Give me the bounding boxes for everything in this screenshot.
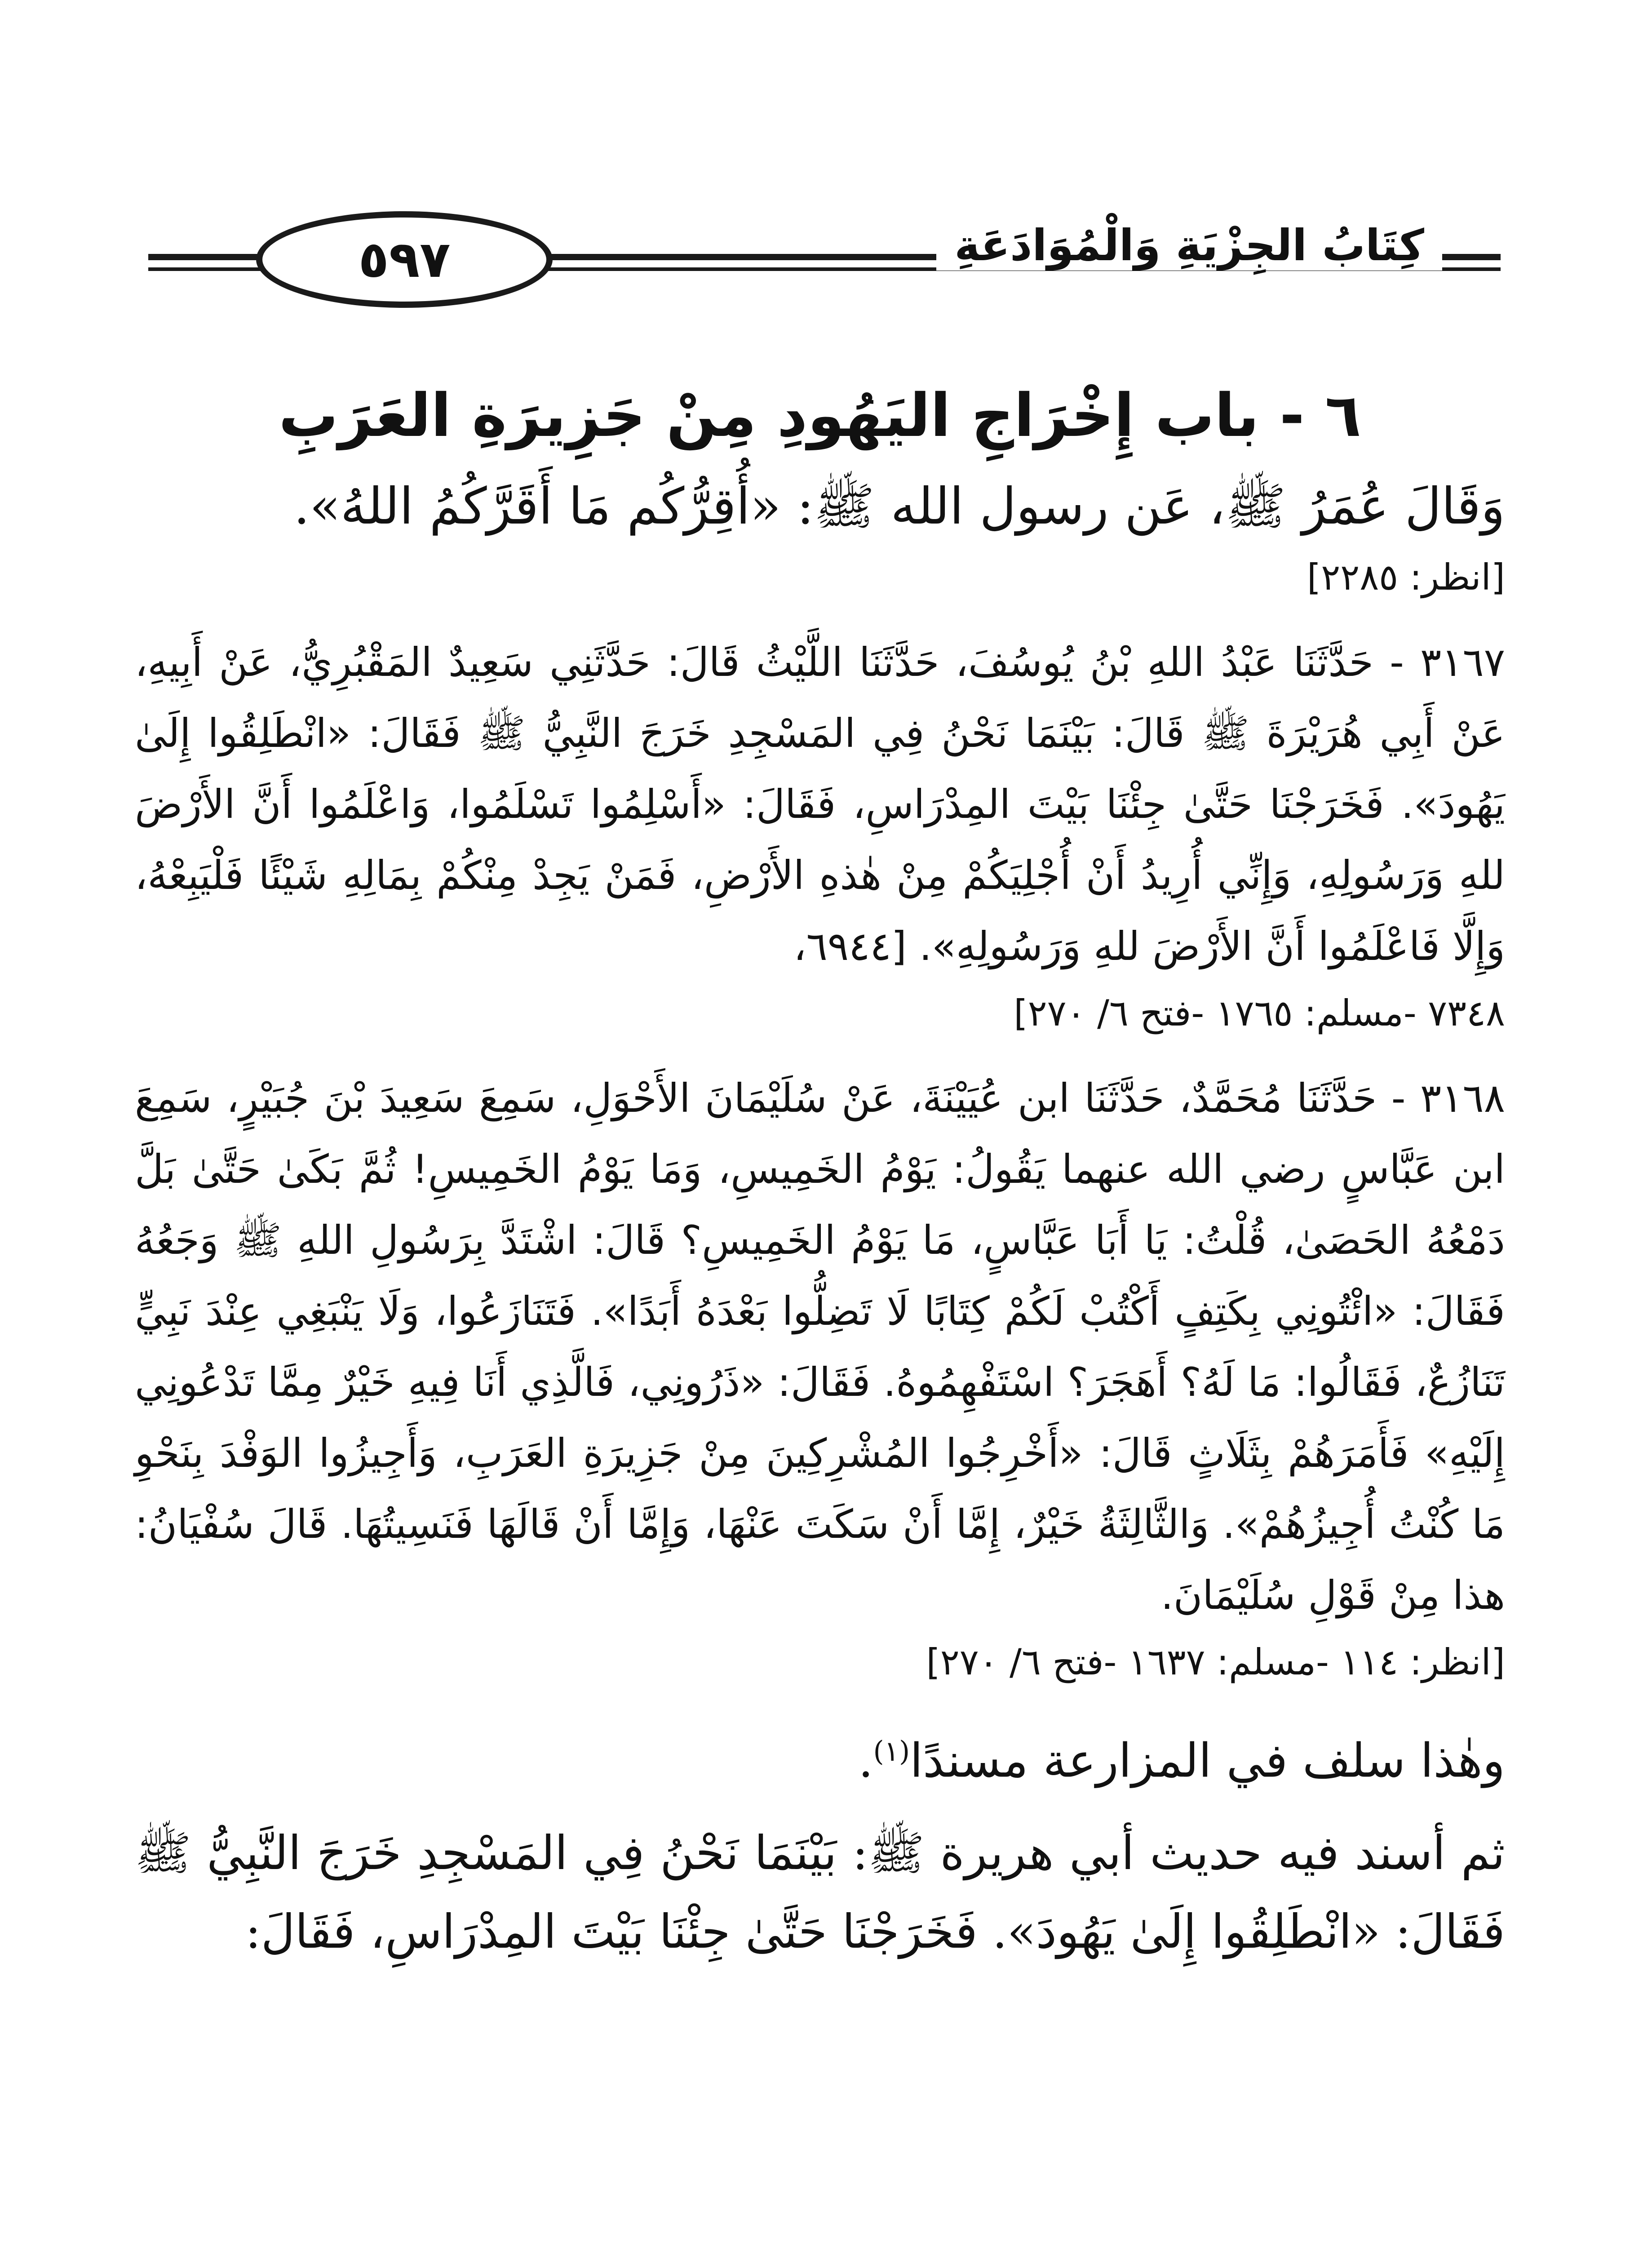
hadith-reference: [انظر: ١١٤ -مسلم: ١٦٣٧ -فتح ٦/ ٢٧٠] [926, 1641, 1505, 1683]
chapter-intro: وَقَالَ عُمَرُ ﷺ، عَن رسول الله ﷺ: «أُقِرُّكُم مَا أَقَرَّكُمُ اللهُ». [293, 477, 1505, 536]
footnote-marker[interactable]: (١) [873, 1735, 910, 1767]
commentary-text: وهٰذا سلف في المزارعة مسندًا [910, 1733, 1505, 1788]
commentary-paragraph [135, 1712, 1505, 1800]
chapter-title: ٦ - باب إِخْرَاجِ اليَهُودِ مِنْ جَزِيرَةِ العَرَبِ [279, 381, 1361, 450]
hadith-reference: ٧٣٤٨ -مسلم: ١٧٦٥ -فتح ٦/ ٢٧٠] [1014, 992, 1505, 1034]
commentary-punct: . [858, 1733, 873, 1788]
commentary-paragraph: ثم أسند فيه حديث أبي هريرة ﷺ: بَيْنَمَا نَحْنُ فِي المَسْجِدِ خَرَجَ النَّبِيُّ ﷺ فَقَالَ: «انْطَلِقُوا إِلَىٰ يَهُودَ». فَخَرَجْنَا حَتَّىٰ جِئْنَا بَيْتَ المِدْرَاسِ، فَقَالَ: [135, 1825, 1506, 1959]
cross-reference: [انظر: ٢٢٨٥] [1307, 556, 1505, 598]
hadith-text: ٣١٦٨ - حَدَّثَنَا مُحَمَّدٌ، حَدَّثَنَا ابن عُيَيْنَةَ، عَنْ سُلَيْمَانَ الأَحْوَلِ، سَمِعَ سَعِيدَ بْنَ جُبَيْرٍ، سَمِعَ ابن عَبَّاسٍ رضي الله عنهما يَقُولُ: يَوْمُ الخَمِيسِ، وَمَا يَوْمُ الخَمِيسِ! ثُمَّ بَكَىٰ حَتَّىٰ بَلَّ دَمْعُهُ الحَصَىٰ، قُلْتُ: يَا أَبَا عَبَّاسٍ، مَا يَوْمُ الخَمِيسِ؟ قَالَ: اشْتَدَّ بِرَسُولِ اللهِ ﷺ وَجَعُهُ فَقَالَ: «ائْتُونِي بِكَتِفٍ أَكْتُبْ لَكُمْ كِتَابًا لَا تَضِلُّوا بَعْدَهُ أَبَدًا». فَتَنَازَعُوا، وَلَا يَنْبَغِي عِنْدَ نَبِيٍّ تَنَازُعٌ، فَقَالُوا: مَا لَهُ؟ أَهَجَرَ؟ اسْتَفْهِمُوهُ. فَقَالَ: «ذَرُونِي، فَالَّذِي أَنَا فِيهِ خَيْرٌ مِمَّا تَدْعُونِي إِلَيْهِ» فَأَمَرَهُمْ بِثَلَاثٍ قَالَ: «أَخْرِجُوا المُشْرِكِينَ مِنْ جَزِيرَةِ العَرَبِ، وَأَجِيزُوا الوَفْدَ بِنَحْوِ مَا كُنْتُ أُجِيزُهُمْ». وَالثَّالِثَةُ خَيْرٌ، إِمَّا أَنْ سَكَتَ عَنْهَا، وَإِمَّا أَنْ قَالَهَا فَنَسِيتُهَا. قَالَ سُفْيَانُ: هذا مِنْ قَوْلِ سُلَيْمَانَ. [135, 1075, 1505, 1618]
running-header [148, 211, 1501, 315]
hadith-text: ٣١٦٧ - حَدَّثَنَا عَبْدُ اللهِ بْنُ يُوسُفَ، حَدَّثَنَا اللَّيْثُ قَالَ: حَدَّثَنِي سَعِيدٌ المَقْبُرِيُّ، عَنْ أَبِيهِ، عَنْ أَبِي هُرَيْرَةَ ﷺ قَالَ: بَيْنَمَا نَحْنُ فِي المَسْجِدِ خَرَجَ النَّبِيُّ ﷺ فَقَالَ: «انْطَلِقُوا إِلَىٰ يَهُودَ». فَخَرَجْنَا حَتَّىٰ جِئْنَا بَيْتَ المِدْرَاسِ، فَقَالَ: «أَسْلِمُوا تَسْلَمُوا، وَاعْلَمُوا أَنَّ الأَرْضَ للهِ وَرَسُولِهِ، وَإِنِّي أُرِيدُ أَنْ أُجْلِيَكُمْ مِنْ هٰذهِ الأَرْضِ، فَمَنْ يَجِدْ مِنْكُمْ بِمَالِهِ شَيْئًا فَلْيَبِعْهُ، وَإِلَّا فَاعْلَمُوا أَنَّ الأَرْضَ للهِ وَرَسُولِهِ». [٦٩٤٤، [135, 639, 1505, 969]
page-body [135, 373, 1505, 1985]
running-title: كِتَابُ الجِزْيَةِ وَالْمُوَادَعَةِ [936, 220, 1442, 271]
page-number: ٥٩٧ [256, 211, 553, 308]
